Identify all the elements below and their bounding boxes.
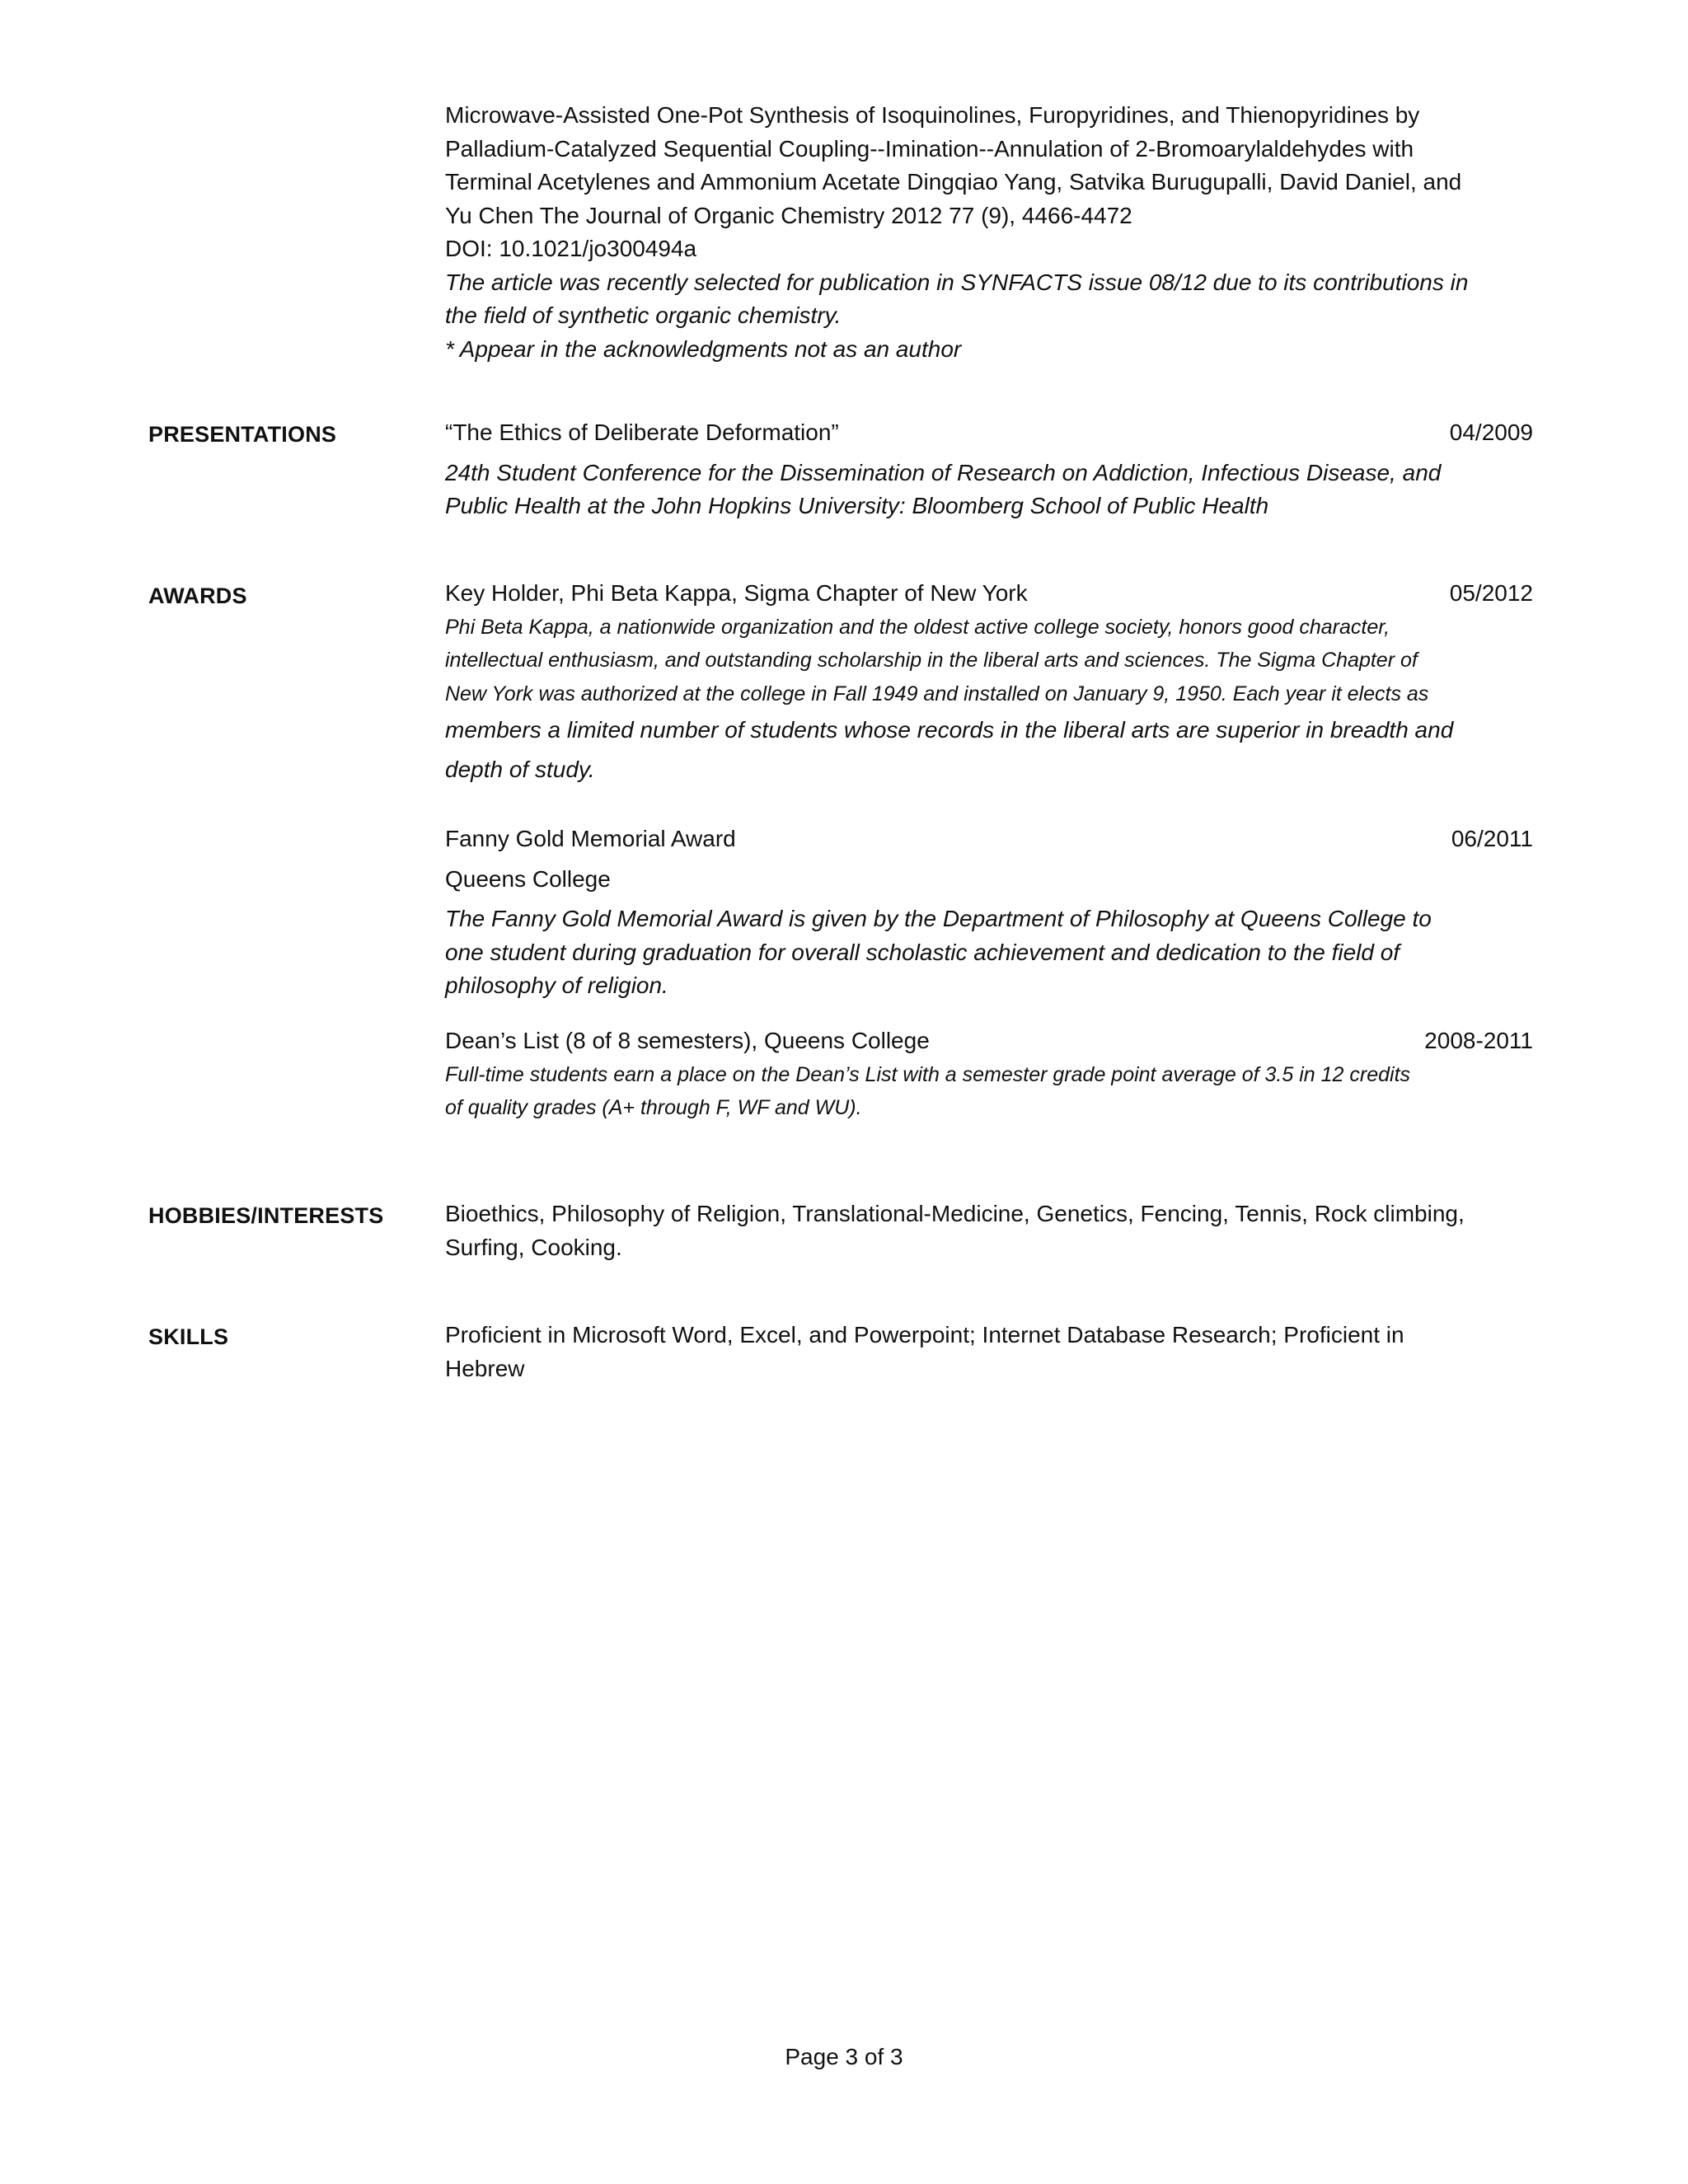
citation-line: Terminal Acetylenes and Ammonium Acetate Dingqiao Yang, Satvika Burugupalli, David Daniel, and: [445, 169, 1462, 194]
section-label-awards: AWARDS: [148, 583, 247, 608]
award-title: Dean’s List (8 of 8 semesters), Queens College: [445, 1028, 930, 1053]
award-item: [445, 577, 1533, 790]
publication-note-line: The article was recently selected for publication in SYNFACTS issue 08/12 due to its contributions in: [445, 269, 1469, 295]
presentation-desc-line: Public Health at the John Hopkins University: Bloomberg School of Public Health: [445, 493, 1269, 518]
award-desc-line: Full-time students earn a place on the Dean’s List with a semester grade point average of 3.5 in 12 credits: [445, 1062, 1411, 1086]
award-desc-line: depth of study.: [445, 757, 595, 782]
hobbies-line: Bioethics, Philosophy of Religion, Translational-Medicine, Genetics, Fencing, Tennis, Rock climbing,: [445, 1201, 1465, 1226]
award-desc-line: The Fanny Gold Memorial Award is given by the Department of Philosophy at Queens College to: [445, 906, 1432, 931]
award-desc-line: philosophy of religion.: [445, 972, 668, 998]
hobbies-section: [445, 1197, 1533, 1264]
publication-note-line: the field of synthetic organic chemistry.: [445, 302, 842, 328]
presentation-desc-line: 24th Student Conference for the Dissemination of Research on Addiction, Infectious Disease, and: [445, 459, 1442, 485]
award-desc-line: intellectual enthusiasm, and outstanding scholarship in the liberal arts and sciences. The Sigma Chapter of: [445, 649, 1418, 672]
publication-entry: [445, 99, 1533, 366]
award-desc-line: of quality grades (A+ through F, WF and WU).: [445, 1096, 862, 1119]
presentations-section: [445, 416, 1533, 523]
award-header: [445, 577, 1533, 611]
award-item: [445, 823, 1533, 1003]
award-date: 06/2011: [1451, 826, 1533, 851]
page-number: Page 3 of 3: [785, 2044, 903, 2069]
award-subtitle: Queens College: [445, 865, 611, 892]
award-header: [445, 823, 1533, 856]
award-date: 2008-2011: [1424, 1028, 1533, 1053]
skills-section: [445, 1319, 1533, 1385]
citation-line: Yu Chen The Journal of Organic Chemistry 2012 77 (9), 4466-4472: [445, 202, 1132, 228]
hobbies-line: Surfing, Cooking.: [445, 1234, 622, 1260]
award-desc-line: New York was authorized at the college in Fall 1949 and installed on January 9, 1950. Each year it elects as: [445, 682, 1429, 705]
award-item: [445, 1024, 1533, 1125]
skills-line: Proficient in Microsoft Word, Excel, and Powerpoint; Internet Database Research; Proficient in: [445, 1322, 1404, 1347]
presentation-date: 04/2009: [1449, 419, 1533, 445]
award-title: Fanny Gold Memorial Award: [445, 826, 736, 851]
publication-doi: DOI: 10.1021/jo300494a: [445, 236, 697, 261]
award-desc-line: Phi Beta Kappa, a nationwide organization and the oldest active college society, honors good character,: [445, 615, 1390, 639]
award-title: Key Holder, Phi Beta Kappa, Sigma Chapter of New York: [445, 580, 1028, 606]
section-label-presentations: PRESENTATIONS: [148, 422, 337, 447]
section-label-hobbies: HOBBIES/INTERESTS: [148, 1203, 384, 1228]
award-date: 05/2012: [1449, 580, 1533, 606]
skills-line: Hebrew: [445, 1355, 525, 1381]
award-desc-line: one student during graduation for overall scholastic achievement and dedication to the field of: [445, 939, 1400, 965]
citation-line: Microwave-Assisted One-Pot Synthesis of Isoquinolines, Furopyridines, and Thienopyridines by: [445, 102, 1420, 128]
presentation-header: [445, 416, 1533, 450]
section-label-skills: SKILLS: [148, 1324, 229, 1349]
publication-footnote: * Appear in the acknowledgments not as an author: [445, 335, 962, 362]
presentation-title: “The Ethics of Deliberate Deformation”: [445, 419, 839, 445]
award-header: [445, 1024, 1533, 1058]
citation-line: Palladium-Catalyzed Sequential Coupling--Imination--Annulation of 2-Bromoarylaldehydes with: [445, 135, 1414, 162]
award-desc-line: members a limited number of students whose records in the liberal arts are superior in breadth and: [445, 717, 1454, 743]
